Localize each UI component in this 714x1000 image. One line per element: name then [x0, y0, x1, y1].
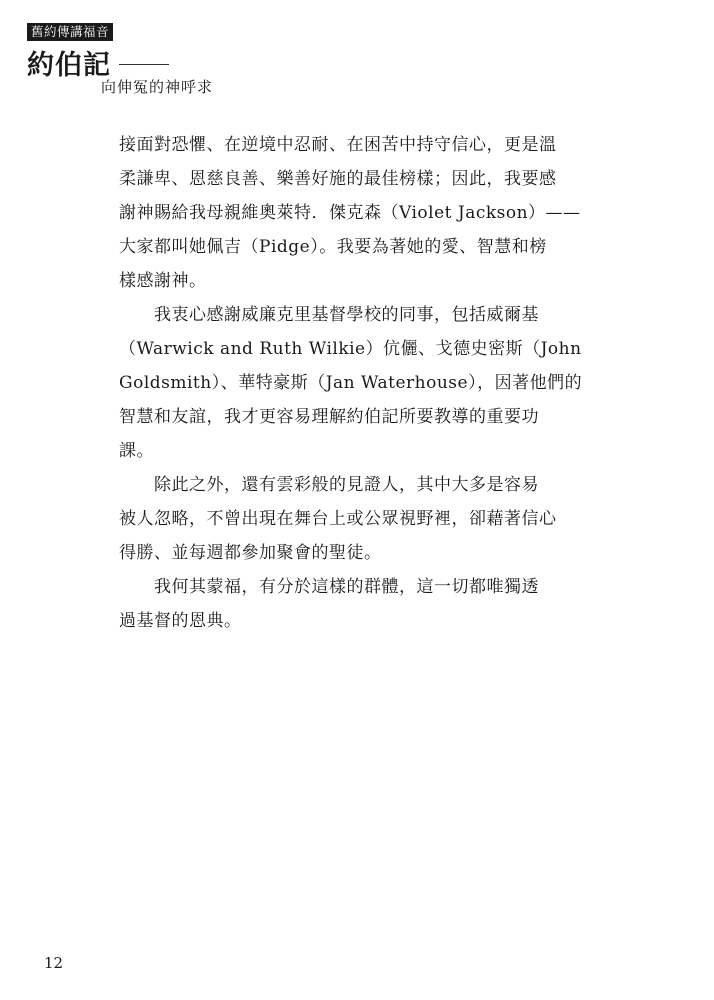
text-line: 得勝、並每週都參加聚會的聖徒。 [119, 543, 382, 563]
text-line: （Warwick and Ruth Wilkie）伉儷、戈德史密斯（John [119, 339, 582, 359]
text-line: 智慧和友誼，我才更容易理解約伯記所要教導的重要功 [119, 407, 539, 427]
text-line: 我衷心感謝威廉克里基督學校的同事，包括威爾基 [119, 305, 539, 325]
text-line: 除此之外，還有雲彩般的見證人，其中大多是容易 [119, 475, 539, 495]
body-text [119, 128, 597, 638]
text-line: Goldsmith）、華特豪斯（Jan Waterhouse），因著他們的 [119, 373, 583, 393]
text-line: 接面對恐懼、在逆境中忍耐、在困苦中持守信心，更是溫 [119, 135, 557, 155]
text-line: 謝神賜給我母親維奧萊特．傑克森（Violet Jackson）—— [119, 203, 581, 223]
text-line: 柔謙卑、恩慈良善、樂善好施的最佳榜樣；因此，我要感 [119, 169, 557, 189]
text-line: 課。 [119, 441, 154, 461]
text-line: 大家都叫她佩吉（Pidge）。我要為著她的愛、智慧和榜 [119, 237, 547, 257]
book-title: 約伯記 [27, 49, 111, 81]
subtitle: 向伸冤的神呼求 [101, 78, 214, 96]
text-line: 我何其蒙福，有分於這樣的群體，這一切都唯獨透 [119, 577, 539, 597]
text-line: 被人忽略，不曾出現在舞台上或公眾視野裡，卻藉著信心 [119, 509, 557, 529]
text-line: 過基督的恩典。 [119, 611, 242, 631]
book-title-row [27, 44, 169, 80]
series-tag: 舊約傳講福音 [27, 23, 113, 41]
page-number: 12 [44, 954, 64, 972]
title-rule [119, 64, 169, 65]
text-line: 樣感謝神。 [119, 271, 207, 291]
